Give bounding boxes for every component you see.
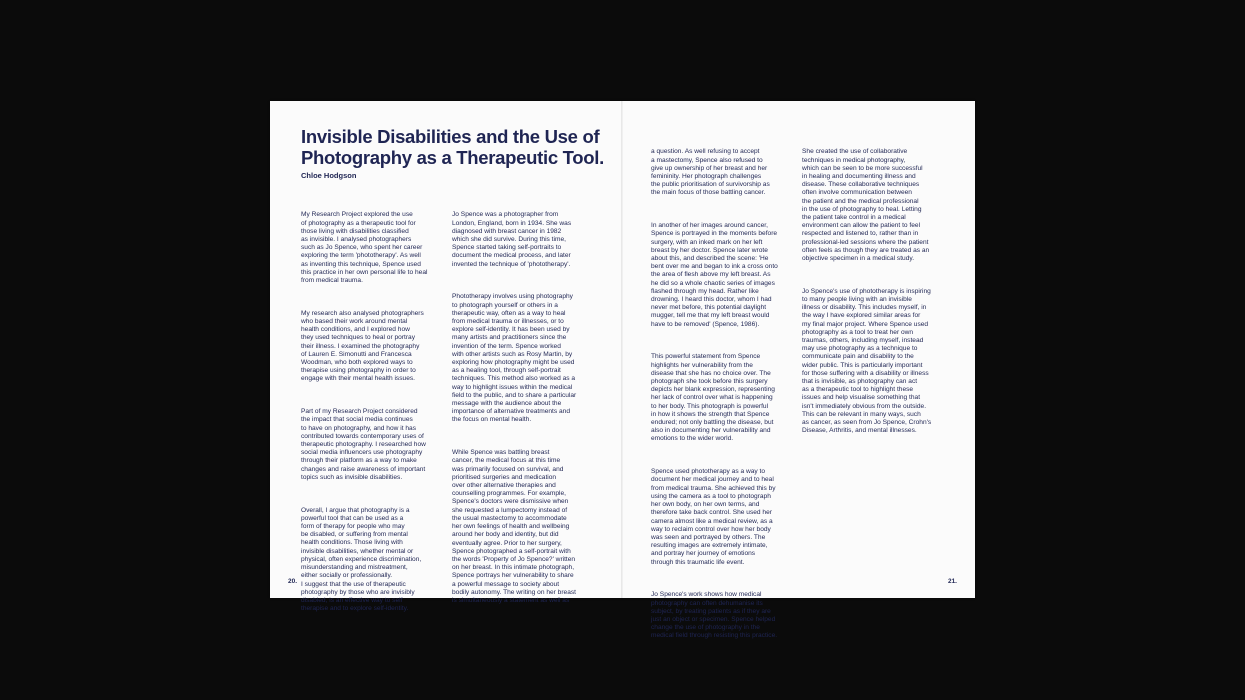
paragraph: Overall, I argue that photography is a powerful tool that can be used as a form of therapy for people who may be disabled, or suffering from mental health conditions. Those living with invisible disabilities, whether mental or physical, often experience discrimination, misunderstanding and mistreatment, either socially or professionally. I suggest that the use of therapeutic photography by those who are invisibly disabled, is an effective way to self therapise and to explore self-identity.: [301, 506, 422, 613]
paragraph: Jo Spence's use of phototherapy is inspiring to many people living with an invisible illness or disability. This includes myself, in the way I have explored similar areas for my final major project. Where Spence used photography as a tool to treat her own traumas, others, including myself, instead may use photography as a technique to communicate pain and disability to the wider public. This is particularly important for those suffering with a disability or illness that is invisible, as photography can act as a therapeutic tool to highlight these issues and help visualise something that isn't immediately obvious from the outside. This can be relevant in many ways, such as cancer, as seen from Jo Spence, Crohn's Disease, Arthritis, and mental illnesses.: [802, 287, 932, 435]
paragraph: While Spence was battling breast cancer, the medical focus at this time was primarily focused on survival, and prioritised surgeries and medication over other alternative therapies and counselling programmes. For example, Spence's doctors were dismissive when she requested a lumpectomy instead of the usual mastectomy to accommodate her own feelings of health and wellbeing around her body and identity, but did eventually agree. Prior to her surgery, Spence photographed a self-portrait with the words 'Property of Jo Spence?' written on her breast. In this intimate photograph, Spence portrays her vulnerability to share a powerful message to society about bodily autonomy. The writing on her breast is simultaneously a statement as well as: [452, 449, 577, 604]
magazine-spread: [270, 101, 975, 640]
text-column-2: [452, 195, 576, 630]
page-number-right: 21.: [947, 578, 957, 585]
paragraph: My research also analysed photographers who based their work around mental health conditions, and I explored how they used techniques to heal or portray their illness. I examined the photography of Lauren E. Simonutti and Francesca Woodman, who both explored ways to therapise using photography in order to engage with their mental health issues.: [301, 309, 424, 383]
page-gutter: [621, 101, 623, 598]
article-title: Invisible Disabilities and the Use of Photography as a Therapeutic Tool.: [301, 126, 604, 168]
paragraph: My Research Project explored the use of photography as a therapeutic tool for those living with disabilities classified as invisible. I analysed photographers such as Jo Spence, who spent her career exploring the term 'phototherapy'. As well as inventing this technique, Spence used this practice in her own personal life to heal from medical trauma.: [301, 211, 428, 285]
paragraph: Jo Spence was a photographer from London, England, born in 1934. She was diagnosed with breast cancer in 1982 which she did survive. During this time, Spence started taking self-portraits to document the medical process, and later invented the technique of 'phototherapy'.: [452, 211, 572, 268]
article-author: Chloe Hodgson: [301, 171, 357, 180]
page-number-left: 20.: [288, 578, 298, 585]
paragraph: Spence used phototherapy as a way to document her medical journey and to heal from medical trauma. She achieved this by using the camera as a tool to photograph her own body, on her own terms, and therefore take back control. She used her camera almost like a medical review, as a way to reclaim control over how her body was seen and portrayed by others. The resulting images are extremely intimate, and portray her journey of emotions through this traumatic life event.: [651, 468, 776, 566]
paragraph: In another of her images around cancer, Spence is portrayed in the moments before surgery, with an inked mark on her left breast by her doctor. Spence later wrote about this, and described the scene: 'He bent over me and began to ink a cross onto the area of flesh above my left breast. As he did so a whole chaotic series of images flashed through my head. Rather like drowning. I heard this doctor, whom I had never met before, this potential daylight mugger, tell me that my left breast would have to be removed' (Spence, 1986).: [651, 222, 778, 328]
paragraph: Jo Spence's work shows how medical photography can often dehumanise its subject, by treating patients as if they are just an object or specimen. Spence helped change the use of photography in the medical field through resisting this practice.: [651, 591, 778, 640]
text-column-4: [802, 132, 931, 460]
text-column-1: [301, 195, 427, 638]
text-column-3: [651, 132, 778, 665]
paragraph: Part of my Research Project considered the impact that social media continues to have on photography, and how it has contributed towards contemporary uses of therapeutic photography. I researched how social media influencers use photography through their platform as a way to make changes and raise awareness of important topics such as invisible disabilities.: [301, 408, 426, 481]
paragraph: a question. As well refusing to accept a mastectomy, Spence also refused to give up ownership of her breast and her femininity. Her photograph challenges the public prioritisation of survivorship as the main focus of those battling cancer.: [651, 148, 770, 197]
paragraph: This powerful statement from Spence highlights her vulnerability from the disease that she has no choice over. The photograph she took before this surgery depicts her blank expression, representing her lack of control over what is happening to her body. This photograph is powerful in how it shows the strength that Spence endured; not only battling the disease, but also in documenting her vulnerability and emotions to the wider world.: [651, 353, 775, 443]
paragraph: She created the use of collaborative techniques in medical photography, which can be seen to be more successful in healing and documenting illness and disease. These collaborative techniques often involve communication between the patient and the medical professional in the use of photography to heal. Letting the patient take control in a medical environment can allow the patient to feel respected and listened to, rather than in professional-led sessions where the patient often feels as though they are treated as an objective specimen in a medical study.: [802, 148, 930, 263]
paragraph: Phototherapy involves using photography to photograph yourself or others in a therapeutic way, often as a way to heal from medical trauma or illnesses, or to explore self-identity. It has been used by many artists and practitioners since the invention of the term. Spence worked with other artists such as Rosy Martin, by exploring how photography might be used as a healing tool, through self-portrait techniques. This method also worked as a way to highlight issues within the medical field to the public, and to share a particular message with the audience about the importance of alternative treatments and the focus on mental health.: [452, 293, 577, 424]
